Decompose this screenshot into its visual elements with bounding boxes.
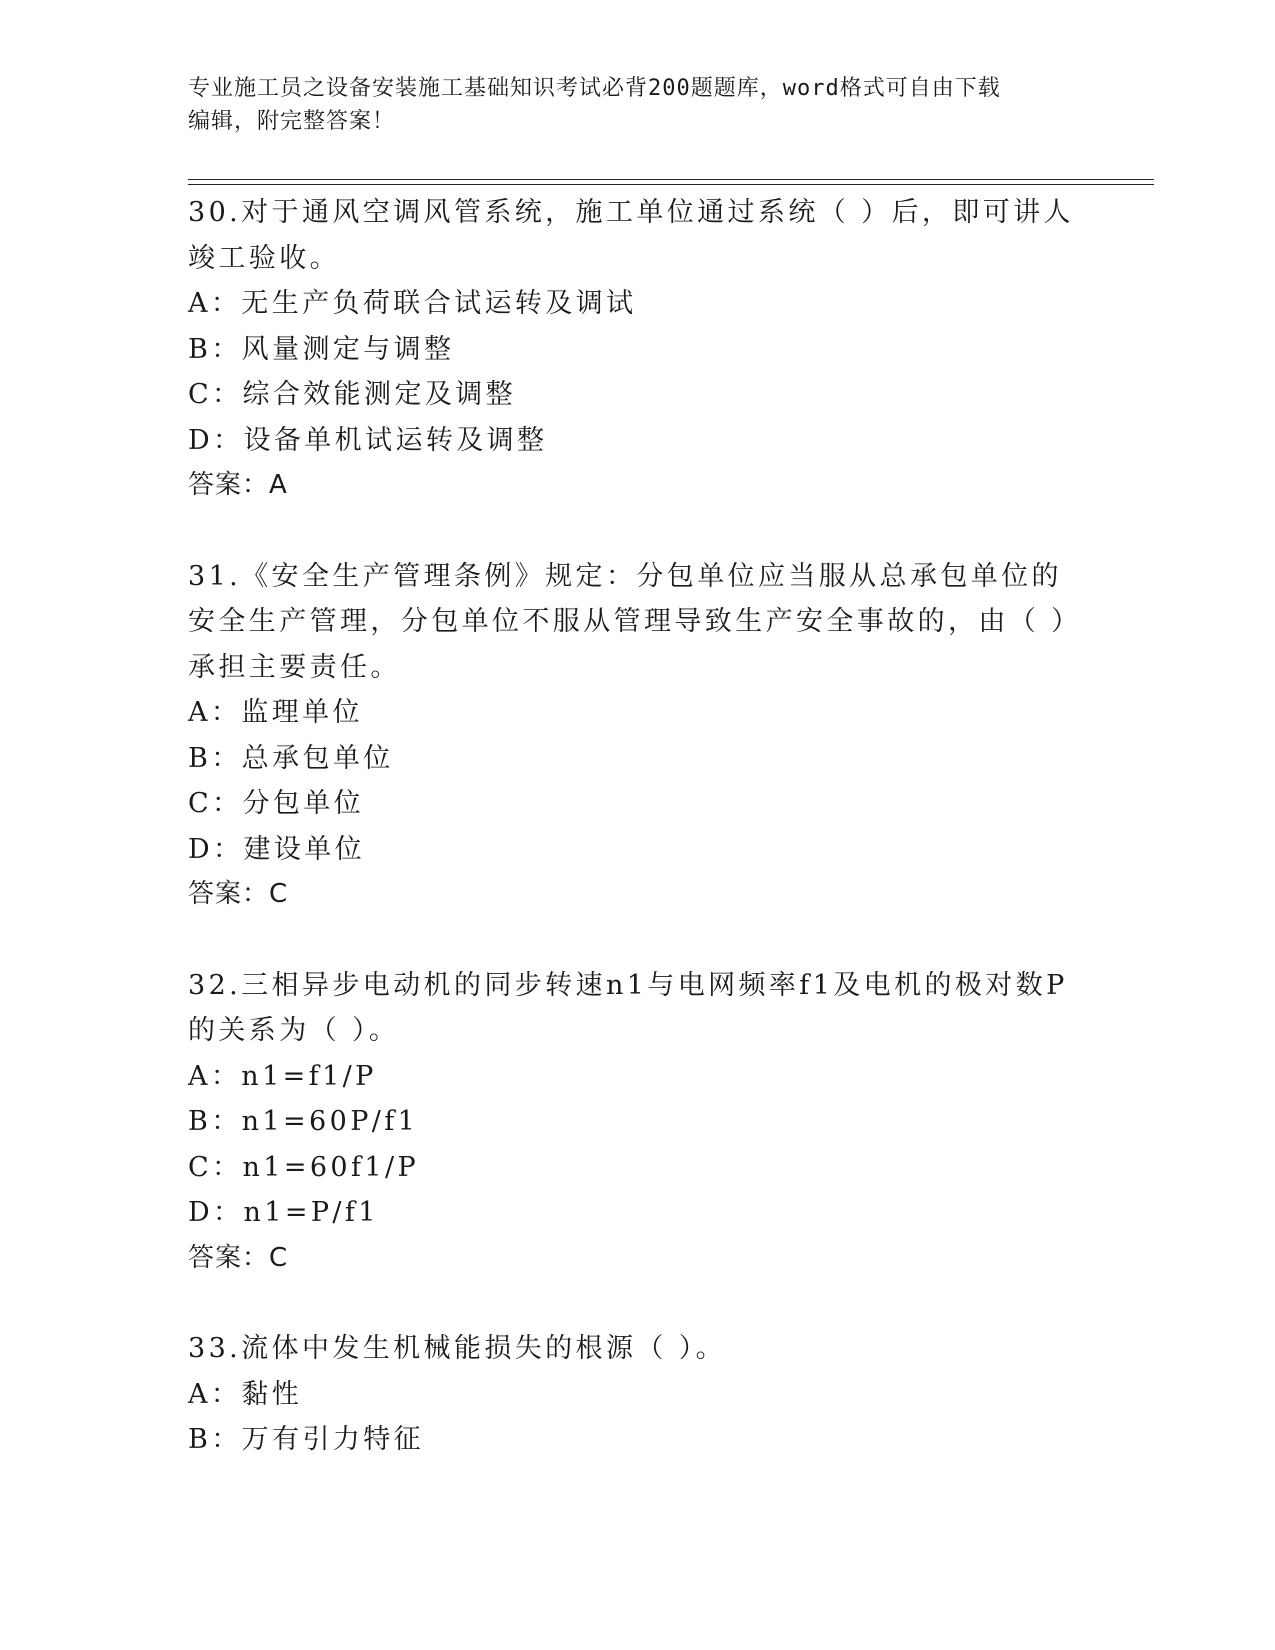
answer: 答案：A: [188, 470, 288, 500]
document-header: [188, 72, 1068, 138]
answer: 答案：C: [188, 879, 289, 909]
question-33: [188, 1326, 1078, 1463]
question-list: [188, 190, 1078, 1508]
option-b: B：万有引力特征: [188, 1424, 425, 1455]
option-b: B：n1=60P/f1: [188, 1106, 419, 1137]
option-d: D：n1=P/f1: [188, 1197, 379, 1228]
option-d: D：建设单位: [188, 833, 366, 865]
option-c: C：综合效能测定及调整: [188, 379, 517, 410]
option-a: A：无生产负荷联合试运转及调试: [188, 288, 637, 319]
option-c: C：分包单位: [188, 788, 365, 819]
option-a: A：监理单位: [188, 697, 363, 728]
option-b: B：总承包单位: [188, 742, 394, 774]
option-a: A：n1=f1/P: [188, 1060, 377, 1092]
header-line-1: 专业施工员之设备安装施工基础知识考试必背200题题库，word格式可自由下载: [188, 76, 1001, 101]
question-text: 30.对于通风空调风管系统，施工单位通过系统（ ）后，即可讲人竣工验收。: [188, 197, 1074, 274]
option-d: D：设备单机试运转及调整: [188, 424, 548, 456]
header-divider-bottom: [188, 184, 1154, 185]
question-30: [188, 190, 1078, 509]
question-32: [188, 963, 1078, 1282]
header-divider-top: [188, 179, 1154, 180]
question-31: [188, 554, 1078, 918]
question-text: 33.流体中发生机械能损失的根源（ ）。: [188, 1333, 727, 1364]
option-b: B：风量测定与调整: [188, 333, 455, 365]
question-text: 32.三相异步电动机的同步转速n1与电网频率f1及电机的极对数P的关系为（ ）。: [188, 969, 1068, 1046]
header-line-2: 编辑，附完整答案！: [188, 109, 396, 134]
question-text: 31.《安全生产管理条例》规定：分包单位应当服从总承包单位的安全生产管理，分包单位不服从管理导致生产安全事故的，由（ ）承担主要责任。: [188, 560, 1069, 683]
option-a: A：黏性: [188, 1378, 303, 1410]
option-c: C：n1=60f1/P: [188, 1151, 420, 1183]
answer: 答案：C: [188, 1242, 289, 1273]
